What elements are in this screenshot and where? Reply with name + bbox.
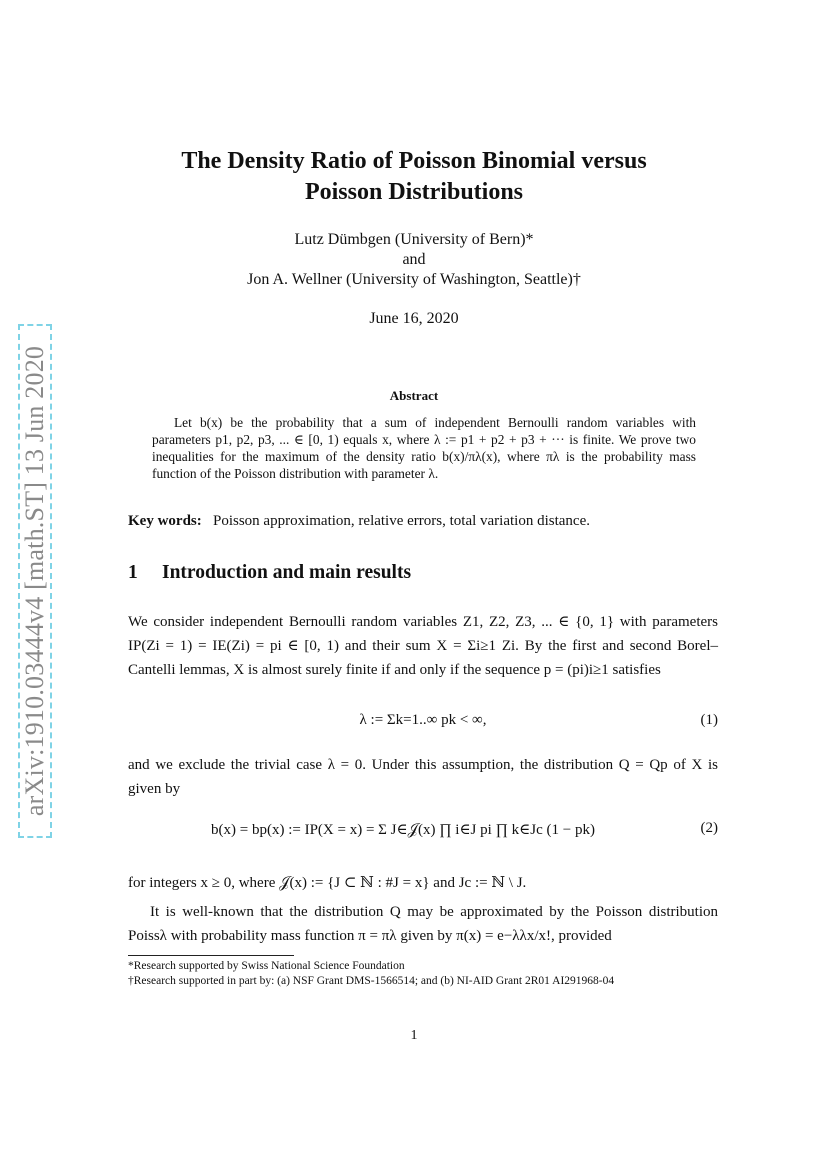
paragraph-2-text: and we exclude the trivial case λ = 0. Under this assumption, the distribution Q = Qp of X is given by [128, 757, 718, 797]
paragraph-3-text: for integers x ≥ 0, where 𝒥(x) := {J ⊂ ℕ : #J = x} and Jc := ℕ \ J. [128, 875, 527, 891]
arxiv-identifier: arXiv:1910.03444v4 [math.ST] 13 Jun 2020 [20, 345, 49, 817]
author-2: Jon A. Wellner (University of Washington, Seattle)† [247, 271, 581, 288]
abstract-body [152, 414, 696, 482]
paper-title [0, 146, 828, 208]
keywords [128, 513, 718, 530]
equation-1 [128, 712, 718, 729]
author-conjunction: and [402, 251, 426, 268]
equation-2-number: (2) [700, 820, 718, 836]
equation-1-body: λ := Σk=1..∞ pk < ∞, [359, 712, 487, 728]
keywords-label: Key words: [128, 513, 202, 529]
title-line-2: Poisson Distributions [304, 179, 524, 205]
paragraph-2 [128, 753, 718, 801]
paragraph-3 [128, 871, 718, 895]
equation-2 [128, 820, 718, 839]
paper-date: June 16, 2020 [369, 310, 459, 327]
abstract-heading: Abstract [389, 388, 439, 403]
keywords-text: Poisson approximation, relative errors, total variation distance. [213, 513, 590, 529]
section-title: Introduction and main results [162, 562, 412, 583]
section-number: 1 [128, 562, 138, 583]
title-line-1: The Density Ratio of Poisson Binomial versus [181, 148, 647, 174]
paragraph-4 [128, 900, 718, 948]
author-1: Lutz Dümbgen (University of Bern)* [294, 231, 534, 248]
footnote-2: †Research supported in part by: (a) NSF Grant DMS-1566514; and (b) NI-AID Grant 2R01 AI291968-04 [128, 975, 615, 987]
abstract-text: Let b(x) be the probability that a sum of independent Bernoulli random variables with parameters p1, p2, p3, ... ∈ [0, 1) equals x, where λ := p1 + p2 + p3 + ··· is finite. We prove two inequalities for the maximum of the density ratio b(x)/πλ(x), where πλ is the probability mass function of the Poisson distribution with parameter λ. [152, 415, 696, 481]
paragraph-4-text: It is well-known that the distribution Q may be approximated by the Poisson distribution Poissλ with probability mass function π = πλ given by π(x) = e−λλx/x!, provided [128, 904, 718, 944]
footnote-divider [128, 955, 294, 956]
paragraph-1-text: We consider independent Bernoulli random variables Z1, Z2, Z3, ... ∈ {0, 1} with parameters IP(Zi = 1) = IE(Zi) = pi ∈ [0, 1) and their sum X = Σi≥1 Zi. By the first and second Borel–Cantelli lemmas, X is almost surely finite if and only if the sequence p = (pi)i≥1 satisfies [128, 614, 718, 678]
equation-1-number: (1) [700, 712, 718, 728]
page-number: 1 [410, 1028, 418, 1043]
footnote-1: *Research supported by Swiss National Science Foundation [128, 960, 405, 972]
equation-2-body: b(x) = bp(x) := IP(X = x) = Σ J∈𝒥(x) ∏ i∈J pi ∏ k∈Jc (1 − pk) [211, 822, 595, 838]
paragraph-1 [128, 610, 718, 682]
section-heading [128, 562, 411, 584]
